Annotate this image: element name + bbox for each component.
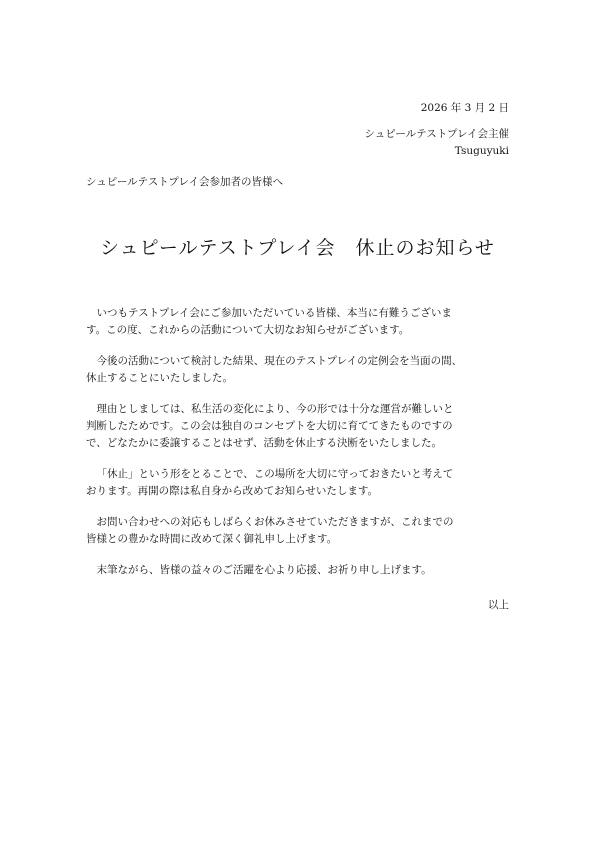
closing-mark: 以上	[488, 599, 509, 611]
paragraph-line: 「休止」という形をとることで、この場所を大切に守っておきたいと考えて	[96, 468, 454, 480]
author-name: Tsuguyuki	[454, 145, 509, 157]
paragraph-line: 理由としましては、私生活の変化により、今の形では十分な運営が難しいと	[96, 403, 454, 415]
paragraph-line: おります。再開の際は私自身から改めてお知らせいたします。	[86, 485, 379, 497]
recipient-line: シュピールテストプレイ会参加者の皆様へ	[86, 176, 283, 188]
paragraph-3	[86, 401, 510, 452]
paragraph-line: で、どなたかに委譲することはせず、活動を休止する決断をいたしました。	[86, 437, 442, 449]
paragraph-line: お問い合わせへの対応もしばらくお休みさせていただきますが、これまでの	[96, 516, 454, 528]
paragraph-line: 判断したためです。この会は独自のコンセプトを大切に育ててきたものですの	[86, 420, 453, 432]
paragraph-line: 末筆ながら、皆様の益々のご活躍を心より応援、お祈り申し上げます。	[96, 564, 432, 576]
paragraph-line: 休止することにいたしました。	[86, 372, 233, 384]
paragraph-line: す。この度、これからの活動について大切なお知らせがございます。	[86, 324, 410, 336]
paragraph-5	[86, 514, 510, 548]
paragraph-4	[86, 466, 510, 500]
paragraph-line: 今後の活動について検討した結果、現在のテストプレイの定例会を当面の間、	[96, 355, 463, 367]
organization-name: シュピールテストプレイ会主催	[364, 128, 509, 140]
paragraph-line: 皆様との豊かな時間に改めて深く御礼申し上げます。	[86, 533, 338, 545]
paragraph-1	[86, 305, 510, 339]
document-date: 2026 年 3 月 2 日	[420, 102, 509, 114]
paragraph-6	[86, 562, 510, 579]
paragraph-line: いつもテストプレイ会にご参加いただいている皆様、本当に有難うございま	[96, 307, 452, 319]
document-title: シュピールテストプレイ会 休止のお知らせ	[100, 237, 495, 259]
paragraph-2	[86, 353, 510, 387]
